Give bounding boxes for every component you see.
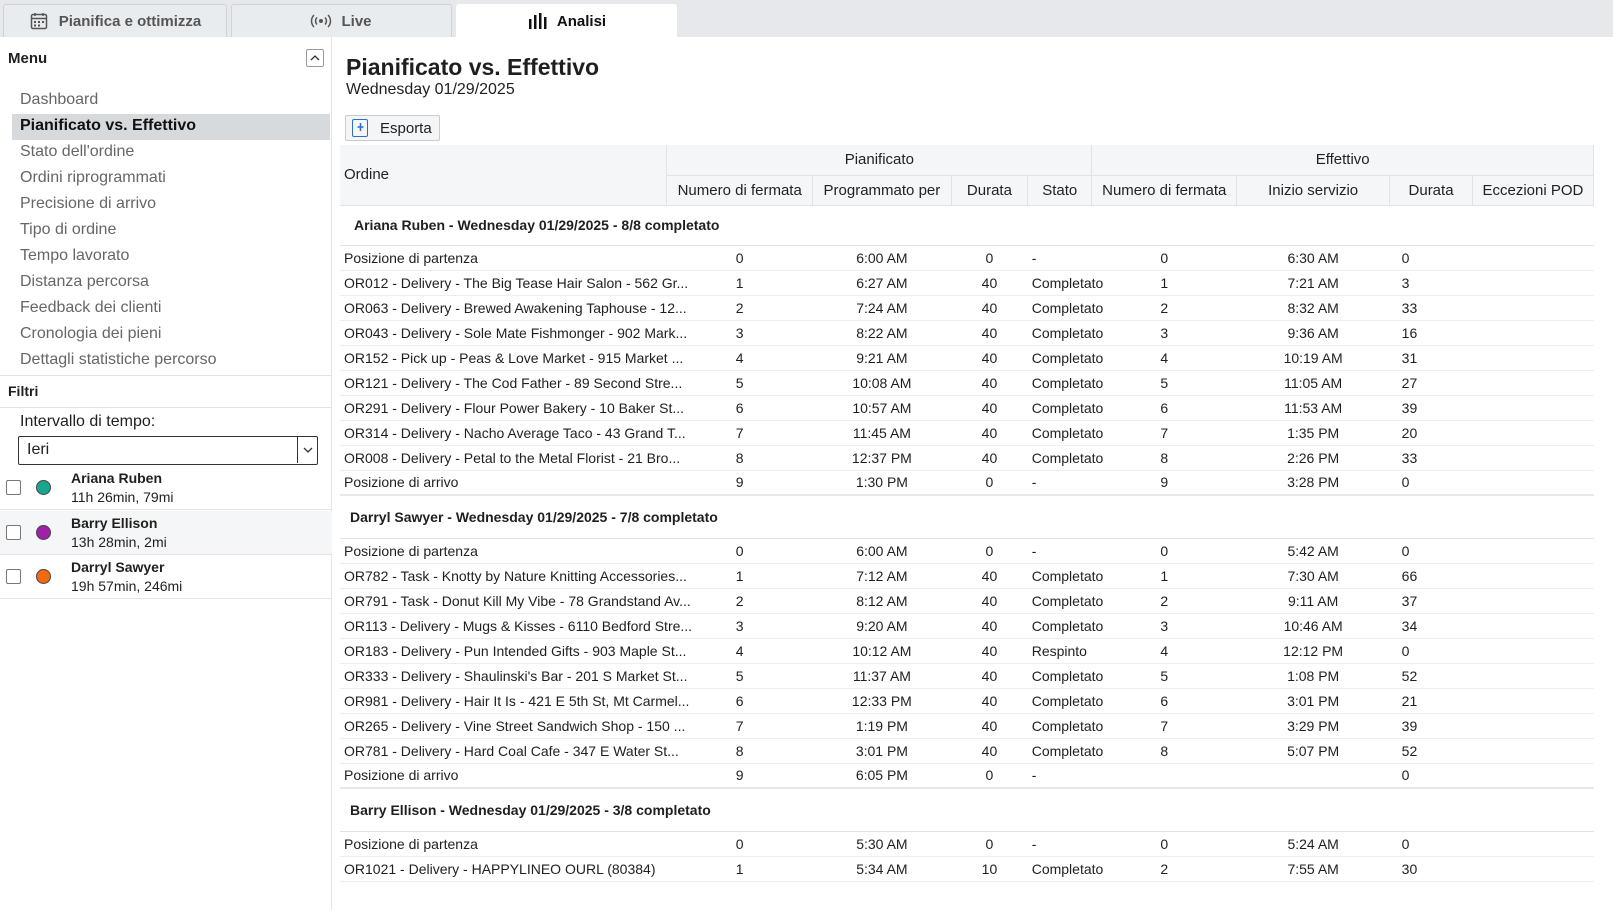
cell-planned-stop: 9	[667, 470, 813, 495]
table-row[interactable]	[340, 831, 1594, 856]
driver-checkbox[interactable]	[6, 480, 21, 495]
cell-planned-duration: 10	[951, 856, 1028, 881]
cell-planned-duration: 0	[951, 470, 1028, 495]
sidebar	[0, 37, 332, 910]
cell-planned-scheduled: 11:45 AM	[813, 420, 952, 445]
cell-planned-duration: 40	[951, 738, 1028, 763]
tab-label: Pianifica e ottimizza	[58, 12, 202, 30]
cell-planned-scheduled: 9:20 AM	[813, 613, 952, 638]
col-header-actual-duration[interactable]: Durata	[1390, 175, 1473, 205]
export-icon	[352, 119, 368, 137]
cell-actual-stop: 9	[1092, 470, 1237, 495]
cell-planned-scheduled: 10:08 AM	[813, 370, 952, 395]
cell-actual-duration: 27	[1390, 370, 1473, 395]
cell-actual-duration: 52	[1390, 663, 1473, 688]
cell-planned-duration: 0	[951, 831, 1028, 856]
col-header-ordine[interactable]: Ordine	[340, 145, 667, 205]
col-header-actual-stop[interactable]: Numero di fermata	[1092, 175, 1237, 205]
table-row[interactable]	[340, 588, 1594, 613]
cell-actual-stop: 1	[1092, 563, 1237, 588]
cell-pod-exceptions	[1472, 638, 1593, 663]
page-title: Pianificato vs. Effettivo	[346, 54, 600, 80]
cell-actual-duration: 33	[1390, 445, 1473, 470]
cell-planned-duration: 0	[951, 245, 1028, 270]
menu-title: Menu	[8, 50, 48, 67]
driver-row-darryl[interactable]	[0, 555, 332, 599]
cell-actual-start: 1:08 PM	[1237, 663, 1390, 688]
driver-row-ariana[interactable]	[0, 466, 332, 510]
table-row[interactable]	[340, 395, 1594, 420]
driver-checkbox[interactable]	[6, 569, 21, 584]
cell-planned-scheduled: 9:21 AM	[813, 345, 952, 370]
cell-actual-stop: 2	[1092, 588, 1237, 613]
cell-actual-duration: 0	[1390, 831, 1473, 856]
col-header-planned-scheduled[interactable]: Programmato per	[813, 175, 952, 205]
cell-actual-duration: 3	[1390, 270, 1473, 295]
cell-actual-duration: 39	[1390, 713, 1473, 738]
cell-actual-start: 11:05 AM	[1237, 370, 1390, 395]
cell-order: OR183 - Delivery - Pun Intended Gifts - 903 Maple St...	[340, 638, 667, 663]
cell-actual-stop: 4	[1092, 638, 1237, 663]
driver-stats: 13h 28min, 2mi	[71, 534, 167, 550]
cell-planned-scheduled: 11:37 AM	[813, 663, 952, 688]
cell-order: OR265 - Delivery - Vine Street Sandwich Shop - 150 ...	[340, 713, 667, 738]
cell-planned-status: Completato	[1028, 856, 1092, 881]
interval-select[interactable]	[18, 436, 318, 465]
broadcast-icon	[311, 11, 331, 31]
menu-item-stato-ordine[interactable]: Stato dell'ordine	[20, 143, 135, 160]
cell-actual-stop: 4	[1092, 345, 1237, 370]
cell-planned-duration: 0	[951, 538, 1028, 563]
group-title: Darryl Sawyer - Wednesday 01/29/2025 - 7/8 completato	[340, 495, 1594, 538]
cell-actual-stop: 3	[1092, 613, 1237, 638]
cell-planned-status: Respinto	[1028, 638, 1092, 663]
top-tab-bar	[0, 0, 1613, 37]
driver-stats: 19h 57min, 246mi	[71, 578, 183, 594]
cell-pod-exceptions	[1472, 688, 1593, 713]
cell-order: OR781 - Delivery - Hard Coal Cafe - 347 E Water St...	[340, 738, 667, 763]
cell-order: OR113 - Delivery - Mugs & Kisses - 6110 Bedford Stre...	[340, 613, 667, 638]
cell-planned-stop: 1	[667, 270, 813, 295]
driver-name: Darryl Sawyer	[71, 559, 165, 575]
col-header-actual-start[interactable]: Inizio servizio	[1237, 175, 1390, 205]
table-row[interactable]	[340, 295, 1594, 320]
cell-actual-stop: 0	[1092, 245, 1237, 270]
cell-planned-duration: 40	[951, 345, 1028, 370]
cell-planned-duration: 40	[951, 320, 1028, 345]
cell-planned-duration: 40	[951, 713, 1028, 738]
table-row[interactable]	[340, 713, 1594, 738]
cell-pod-exceptions	[1472, 295, 1593, 320]
menu-item-distanza-percorsa[interactable]: Distanza percorsa	[20, 273, 149, 290]
cell-order: OR782 - Task - Knotty by Nature Knitting Accessories...	[340, 563, 667, 588]
cell-actual-duration: 66	[1390, 563, 1473, 588]
cell-actual-duration: 33	[1390, 295, 1473, 320]
tab-label: Live	[341, 12, 372, 30]
menu-item-ordini-riprogrammati[interactable]: Ordini riprogrammati	[20, 169, 166, 186]
cell-planned-duration: 40	[951, 563, 1028, 588]
main-content	[336, 37, 1613, 910]
cell-order: Posizione di partenza	[340, 831, 667, 856]
cell-planned-stop: 7	[667, 713, 813, 738]
calendar-icon	[29, 11, 49, 31]
cell-actual-stop: 0	[1092, 831, 1237, 856]
cell-planned-status: Completato	[1028, 295, 1092, 320]
cell-pod-exceptions	[1472, 588, 1593, 613]
group-header-row	[340, 788, 1594, 831]
cell-pod-exceptions	[1472, 831, 1593, 856]
page-date: Wednesday 01/29/2025	[346, 81, 515, 98]
driver-color-dot	[36, 525, 51, 540]
cell-planned-status: Completato	[1028, 370, 1092, 395]
cell-planned-duration: 40	[951, 638, 1028, 663]
cell-order: Posizione di partenza	[340, 538, 667, 563]
cell-pod-exceptions	[1472, 763, 1593, 788]
results-table-container	[340, 145, 1613, 882]
cell-actual-start	[1237, 763, 1390, 788]
cell-actual-stop	[1092, 763, 1237, 788]
cell-pod-exceptions	[1472, 738, 1593, 763]
group-header-row	[340, 495, 1594, 538]
cell-planned-status: -	[1028, 831, 1092, 856]
table-row[interactable]	[340, 613, 1594, 638]
menu-item-tipo-ordine[interactable]: Tipo di ordine	[20, 221, 117, 238]
cell-planned-stop: 6	[667, 688, 813, 713]
table-row[interactable]	[340, 445, 1594, 470]
table-row[interactable]	[340, 763, 1594, 788]
cell-order: OR152 - Pick up - Peas & Love Market - 915 Market ...	[340, 345, 667, 370]
group-title: Barry Ellison - Wednesday 01/29/2025 - 3/8 completato	[340, 788, 1594, 831]
cell-planned-status: Completato	[1028, 345, 1092, 370]
cell-actual-start: 12:12 PM	[1237, 638, 1390, 663]
cell-actual-start: 3:28 PM	[1237, 470, 1390, 495]
cell-planned-stop: 8	[667, 738, 813, 763]
cell-order: OR333 - Delivery - Shaulinski's Bar - 201 S Market St...	[340, 663, 667, 688]
cell-planned-stop: 4	[667, 638, 813, 663]
cell-planned-scheduled: 7:12 AM	[813, 563, 952, 588]
menu-item-dettagli-statistiche[interactable]: Dettagli statistiche percorso	[20, 351, 217, 368]
cell-planned-stop: 1	[667, 856, 813, 881]
cell-actual-start: 9:11 AM	[1237, 588, 1390, 613]
bar-chart-icon	[527, 11, 547, 31]
table-row[interactable]	[340, 738, 1594, 763]
cell-actual-stop: 6	[1092, 688, 1237, 713]
cell-pod-exceptions	[1472, 270, 1593, 295]
cell-planned-scheduled: 6:27 AM	[813, 270, 952, 295]
cell-actual-duration: 0	[1390, 763, 1473, 788]
results-table	[340, 145, 1594, 882]
driver-color-dot	[36, 480, 51, 495]
driver-name: Barry Ellison	[71, 515, 158, 531]
cell-actual-start: 10:46 AM	[1237, 613, 1390, 638]
cell-planned-status: -	[1028, 763, 1092, 788]
cell-planned-stop: 3	[667, 320, 813, 345]
cell-actual-start: 9:36 AM	[1237, 320, 1390, 345]
cell-actual-stop: 7	[1092, 713, 1237, 738]
cell-planned-duration: 0	[951, 763, 1028, 788]
menu-item-cronologia-pieni[interactable]: Cronologia dei pieni	[20, 325, 162, 342]
cell-actual-start: 3:01 PM	[1237, 688, 1390, 713]
col-header-planned-duration[interactable]: Durata	[951, 175, 1028, 205]
cell-planned-status: Completato	[1028, 420, 1092, 445]
cell-pod-exceptions	[1472, 445, 1593, 470]
cell-order: OR008 - Delivery - Petal to the Metal Florist - 21 Bro...	[340, 445, 667, 470]
cell-planned-duration: 40	[951, 688, 1028, 713]
cell-planned-scheduled: 3:01 PM	[813, 738, 952, 763]
cell-actual-stop: 8	[1092, 738, 1237, 763]
cell-planned-status: Completato	[1028, 588, 1092, 613]
export-label: Esporta	[380, 119, 432, 137]
cell-actual-start: 8:32 AM	[1237, 295, 1390, 320]
driver-row-barry[interactable]	[0, 511, 332, 555]
cell-planned-stop: 3	[667, 613, 813, 638]
table-row[interactable]	[340, 688, 1594, 713]
cell-planned-stop: 5	[667, 663, 813, 688]
collapse-menu-button[interactable]	[306, 49, 324, 67]
cell-planned-stop: 0	[667, 538, 813, 563]
cell-actual-duration: 16	[1390, 320, 1473, 345]
cell-planned-status: -	[1028, 470, 1092, 495]
cell-order: Posizione di partenza	[340, 245, 667, 270]
col-header-planned-stop[interactable]: Numero di fermata	[667, 175, 813, 205]
tab-live[interactable]	[231, 4, 452, 37]
cell-pod-exceptions	[1472, 613, 1593, 638]
table-row[interactable]	[340, 345, 1594, 370]
table-row[interactable]	[340, 245, 1594, 270]
cell-actual-duration: 39	[1390, 395, 1473, 420]
cell-actual-stop: 0	[1092, 538, 1237, 563]
cell-order: OR1021 - Delivery - HAPPYLINEO OURL (80384)	[340, 856, 667, 881]
cell-actual-duration: 0	[1390, 470, 1473, 495]
table-row[interactable]	[340, 538, 1594, 563]
cell-actual-duration: 34	[1390, 613, 1473, 638]
cell-planned-scheduled: 1:19 PM	[813, 713, 952, 738]
cell-planned-duration: 40	[951, 445, 1028, 470]
cell-actual-duration: 30	[1390, 856, 1473, 881]
table-row[interactable]	[340, 470, 1594, 495]
cell-pod-exceptions	[1472, 420, 1593, 445]
driver-stats: 11h 26min, 79mi	[71, 489, 174, 505]
cell-planned-stop: 5	[667, 370, 813, 395]
cell-order: OR043 - Delivery - Sole Mate Fishmonger - 902 Mark...	[340, 320, 667, 345]
chevron-up-icon	[310, 53, 320, 64]
cell-actual-start: 1:35 PM	[1237, 420, 1390, 445]
interval-label: Intervallo di tempo:	[20, 413, 156, 430]
divider	[0, 407, 332, 408]
table-row[interactable]	[340, 563, 1594, 588]
cell-planned-scheduled: 6:00 AM	[813, 245, 952, 270]
cell-planned-scheduled: 10:12 AM	[813, 638, 952, 663]
cell-actual-stop: 7	[1092, 420, 1237, 445]
cell-actual-start: 2:26 PM	[1237, 445, 1390, 470]
cell-pod-exceptions	[1472, 563, 1593, 588]
cell-actual-stop: 8	[1092, 445, 1237, 470]
menu-item-feedback-clienti[interactable]: Feedback dei clienti	[20, 299, 162, 316]
cell-order: OR012 - Delivery - The Big Tease Hair Salon - 562 Gr...	[340, 270, 667, 295]
cell-actual-duration: 21	[1390, 688, 1473, 713]
cell-actual-start: 3:29 PM	[1237, 713, 1390, 738]
cell-actual-start: 11:53 AM	[1237, 395, 1390, 420]
cell-planned-status: Completato	[1028, 563, 1092, 588]
cell-planned-stop: 4	[667, 345, 813, 370]
cell-planned-scheduled: 8:22 AM	[813, 320, 952, 345]
interval-value: Ieri	[27, 441, 50, 458]
cell-pod-exceptions	[1472, 370, 1593, 395]
table-row[interactable]	[340, 638, 1594, 663]
group-header-effettivo: Effettivo	[1092, 145, 1594, 175]
cell-planned-stop: 0	[667, 831, 813, 856]
menu-item-precisione-arrivo[interactable]: Precisione di arrivo	[20, 195, 157, 212]
col-header-pod-exceptions[interactable]: Eccezioni POD	[1472, 175, 1593, 205]
cell-planned-status: Completato	[1028, 663, 1092, 688]
driver-checkbox[interactable]	[6, 525, 21, 540]
export-button[interactable]	[345, 115, 440, 141]
cell-planned-status: Completato	[1028, 320, 1092, 345]
cell-planned-status: Completato	[1028, 713, 1092, 738]
cell-actual-stop: 2	[1092, 856, 1237, 881]
filters-title: Filtri	[8, 383, 39, 399]
cell-planned-status: Completato	[1028, 270, 1092, 295]
cell-actual-start: 10:19 AM	[1237, 345, 1390, 370]
cell-planned-duration: 40	[951, 295, 1028, 320]
cell-actual-start: 7:30 AM	[1237, 563, 1390, 588]
cell-actual-stop: 6	[1092, 395, 1237, 420]
cell-pod-exceptions	[1472, 856, 1593, 881]
cell-actual-start: 5:07 PM	[1237, 738, 1390, 763]
cell-planned-duration: 40	[951, 370, 1028, 395]
table-row[interactable]	[340, 370, 1594, 395]
cell-actual-duration: 37	[1390, 588, 1473, 613]
cell-pod-exceptions	[1472, 663, 1593, 688]
cell-planned-status: Completato	[1028, 613, 1092, 638]
chevron-down-icon[interactable]	[297, 437, 317, 463]
cell-planned-stop: 2	[667, 295, 813, 320]
cell-planned-scheduled: 5:34 AM	[813, 856, 952, 881]
cell-planned-stop: 2	[667, 588, 813, 613]
tab-pianifica[interactable]	[3, 4, 227, 37]
cell-planned-scheduled: 1:30 PM	[813, 470, 952, 495]
cell-actual-duration: 31	[1390, 345, 1473, 370]
cell-pod-exceptions	[1472, 345, 1593, 370]
cell-planned-duration: 40	[951, 420, 1028, 445]
cell-planned-stop: 0	[667, 245, 813, 270]
cell-planned-scheduled: 12:33 PM	[813, 688, 952, 713]
cell-planned-status: -	[1028, 538, 1092, 563]
cell-actual-stop: 5	[1092, 663, 1237, 688]
cell-actual-stop: 2	[1092, 295, 1237, 320]
cell-planned-scheduled: 5:30 AM	[813, 831, 952, 856]
tab-analisi[interactable]	[456, 4, 677, 37]
table-row[interactable]	[340, 320, 1594, 345]
cell-actual-start: 7:21 AM	[1237, 270, 1390, 295]
menu-item-pianificato-vs-effettivo[interactable]: Pianificato vs. Effettivo	[12, 114, 330, 140]
table-row[interactable]	[340, 663, 1594, 688]
cell-pod-exceptions	[1472, 538, 1593, 563]
table-row[interactable]	[340, 420, 1594, 445]
cell-order: OR981 - Delivery - Hair It Is - 421 E 5th St, Mt Carmel...	[340, 688, 667, 713]
cell-planned-status: -	[1028, 245, 1092, 270]
cell-planned-scheduled: 12:37 PM	[813, 445, 952, 470]
cell-actual-start: 5:42 AM	[1237, 538, 1390, 563]
menu-item-tempo-lavorato[interactable]: Tempo lavorato	[20, 247, 130, 264]
cell-order: Posizione di arrivo	[340, 470, 667, 495]
cell-planned-status: Completato	[1028, 395, 1092, 420]
cell-planned-scheduled: 6:05 PM	[813, 763, 952, 788]
cell-pod-exceptions	[1472, 320, 1593, 345]
cell-planned-status: Completato	[1028, 445, 1092, 470]
cell-actual-duration: 0	[1390, 245, 1473, 270]
cell-planned-duration: 40	[951, 270, 1028, 295]
cell-order: OR314 - Delivery - Nacho Average Taco - 43 Grand T...	[340, 420, 667, 445]
cell-actual-stop: 5	[1092, 370, 1237, 395]
menu-item-dashboard[interactable]: Dashboard	[20, 91, 99, 108]
cell-planned-scheduled: 8:12 AM	[813, 588, 952, 613]
cell-actual-stop: 3	[1092, 320, 1237, 345]
cell-planned-scheduled: 6:00 AM	[813, 538, 952, 563]
cell-actual-start: 6:30 AM	[1237, 245, 1390, 270]
cell-planned-stop: 7	[667, 420, 813, 445]
cell-planned-scheduled: 10:57 AM	[813, 395, 952, 420]
cell-order: OR063 - Delivery - Brewed Awakening Taphouse - 12...	[340, 295, 667, 320]
cell-order: OR291 - Delivery - Flour Power Bakery - 10 Baker St...	[340, 395, 667, 420]
cell-order: OR791 - Task - Donut Kill My Vibe - 78 Grandstand Av...	[340, 588, 667, 613]
cell-planned-duration: 40	[951, 395, 1028, 420]
cell-actual-duration: 0	[1390, 638, 1473, 663]
tab-label: Analisi	[556, 12, 607, 30]
group-header-row	[340, 205, 1594, 245]
group-header-pianificato: Pianificato	[667, 145, 1092, 175]
cell-pod-exceptions	[1472, 395, 1593, 420]
cell-actual-duration: 0	[1390, 538, 1473, 563]
cell-pod-exceptions	[1472, 713, 1593, 738]
cell-actual-duration: 52	[1390, 738, 1473, 763]
col-header-planned-status[interactable]: Stato	[1028, 175, 1092, 205]
divider	[0, 375, 332, 376]
menu-list	[12, 88, 330, 374]
cell-actual-duration: 20	[1390, 420, 1473, 445]
cell-planned-stop: 8	[667, 445, 813, 470]
cell-planned-scheduled: 7:24 AM	[813, 295, 952, 320]
table-body	[340, 205, 1594, 881]
cell-planned-status: Completato	[1028, 738, 1092, 763]
group-title: Ariana Ruben - Wednesday 01/29/2025 - 8/8 completato	[340, 205, 1594, 245]
cell-actual-stop: 1	[1092, 270, 1237, 295]
cell-planned-duration: 40	[951, 613, 1028, 638]
cell-actual-start: 7:55 AM	[1237, 856, 1390, 881]
cell-planned-duration: 40	[951, 588, 1028, 613]
cell-planned-duration: 40	[951, 663, 1028, 688]
cell-planned-status: Completato	[1028, 688, 1092, 713]
cell-planned-stop: 9	[667, 763, 813, 788]
cell-pod-exceptions	[1472, 245, 1593, 270]
cell-planned-stop: 1	[667, 563, 813, 588]
cell-order: Posizione di arrivo	[340, 763, 667, 788]
cell-order: OR121 - Delivery - The Cod Father - 89 Second Stre...	[340, 370, 667, 395]
cell-planned-stop: 6	[667, 395, 813, 420]
cell-pod-exceptions	[1472, 470, 1593, 495]
driver-color-dot	[36, 569, 51, 584]
cell-actual-start: 5:24 AM	[1237, 831, 1390, 856]
driver-name: Ariana Ruben	[71, 470, 163, 486]
table-row[interactable]	[340, 270, 1594, 295]
table-row[interactable]	[340, 856, 1594, 881]
